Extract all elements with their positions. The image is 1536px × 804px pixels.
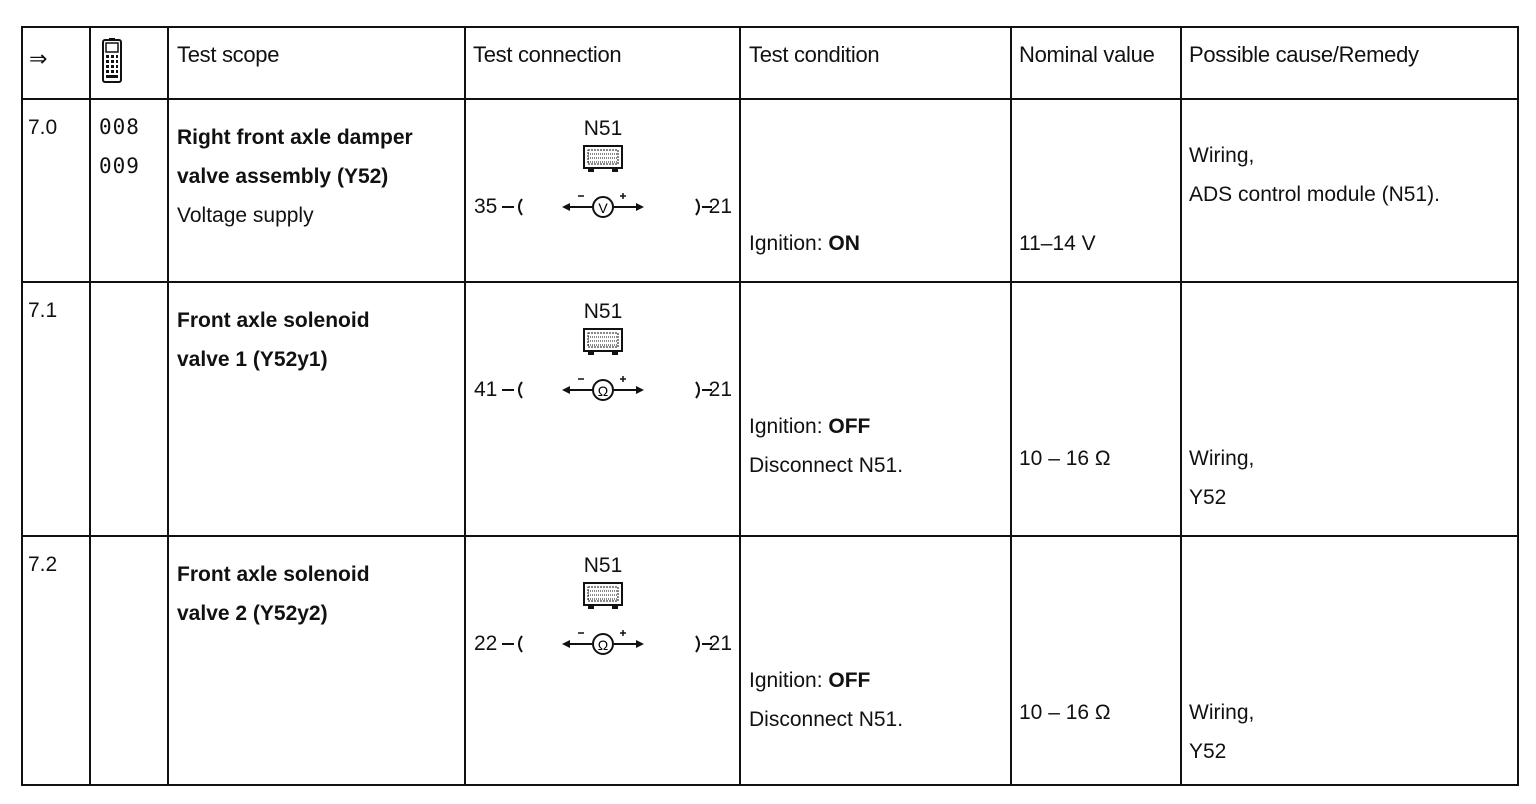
ignition-label: Ignition: xyxy=(749,669,829,692)
possible-cause: ADS control module (N51). xyxy=(1189,183,1440,206)
fault-code: 008 xyxy=(99,115,140,139)
meter-symbol: Ω xyxy=(597,637,609,653)
multimeter-connection-icon xyxy=(466,553,740,663)
ignition-state: ON xyxy=(828,232,860,255)
meter-symbol: V xyxy=(598,200,608,216)
header-test-scope: Test scope xyxy=(177,42,280,67)
ignition-state: OFF xyxy=(828,669,871,692)
test-connection-diagram xyxy=(466,299,740,409)
test-condition xyxy=(749,224,860,263)
pin-right: 21 xyxy=(708,195,732,218)
test-connection-diagram xyxy=(466,553,740,663)
header-divider xyxy=(23,98,1517,100)
test-scope-title: Front axle solenoid xyxy=(177,309,370,332)
module-label: N51 xyxy=(583,117,623,140)
multimeter-connection-icon xyxy=(466,299,740,409)
test-scope-title: valve assembly (Y52) xyxy=(177,165,389,188)
header-possible-cause: Possible cause/Remedy xyxy=(1189,42,1419,67)
step-number: 7.0 xyxy=(28,116,58,139)
test-table xyxy=(21,26,1519,786)
connector-icon xyxy=(584,146,622,172)
test-scope-title: valve 2 (Y52y2) xyxy=(177,602,328,625)
test-condition-extra: Disconnect N51. xyxy=(749,708,904,731)
test-connection-diagram xyxy=(466,116,740,226)
test-scope-detail: Voltage supply xyxy=(177,204,314,227)
possible-cause: Y52 xyxy=(1189,486,1227,509)
multimeter-connection-icon xyxy=(466,116,740,226)
test-scope-title: Front axle solenoid xyxy=(177,563,370,586)
row-divider xyxy=(23,281,1517,283)
col-divider xyxy=(1010,28,1012,784)
step-number: 7.1 xyxy=(28,299,58,322)
test-condition xyxy=(749,407,870,446)
nominal-value: 10 – 16 Ω xyxy=(1019,447,1111,470)
module-label: N51 xyxy=(583,554,623,577)
test-scope-title: Right front axle damper xyxy=(177,126,413,149)
header-arrow: ⇒ xyxy=(29,46,48,71)
step-number: 7.2 xyxy=(28,553,58,576)
header-test-connection: Test connection xyxy=(473,42,622,67)
col-divider xyxy=(89,28,91,784)
test-condition xyxy=(749,661,870,700)
pin-right: 21 xyxy=(708,632,732,655)
module-label: N51 xyxy=(583,300,623,323)
nominal-value: 10 – 16 Ω xyxy=(1019,701,1111,724)
ignition-label: Ignition: xyxy=(749,415,829,438)
row-divider xyxy=(23,535,1517,537)
test-scope-title: valve 1 (Y52y1) xyxy=(177,348,328,371)
ignition-state: OFF xyxy=(828,415,871,438)
connector-icon xyxy=(584,329,622,355)
possible-cause: Y52 xyxy=(1189,740,1227,763)
possible-cause: Wiring, xyxy=(1189,447,1255,470)
pin-left: 22 xyxy=(474,632,498,655)
connector-icon xyxy=(584,583,622,609)
pin-left: 41 xyxy=(474,378,498,401)
nominal-value: 11–14 V xyxy=(1019,232,1096,255)
test-condition-extra: Disconnect N51. xyxy=(749,454,904,477)
col-divider xyxy=(167,28,169,784)
possible-cause: Wiring, xyxy=(1189,144,1255,167)
fault-code: 009 xyxy=(99,154,140,178)
ignition-label: Ignition: xyxy=(749,232,829,255)
header-nominal-value: Nominal value xyxy=(1019,42,1155,67)
pin-left: 35 xyxy=(474,195,498,218)
possible-cause: Wiring, xyxy=(1189,701,1255,724)
header-test-condition: Test condition xyxy=(749,42,880,67)
meter-symbol: Ω xyxy=(597,383,609,399)
pin-right: 21 xyxy=(708,378,732,401)
col-divider xyxy=(1180,28,1182,784)
hand-held-tester-icon xyxy=(98,38,126,91)
